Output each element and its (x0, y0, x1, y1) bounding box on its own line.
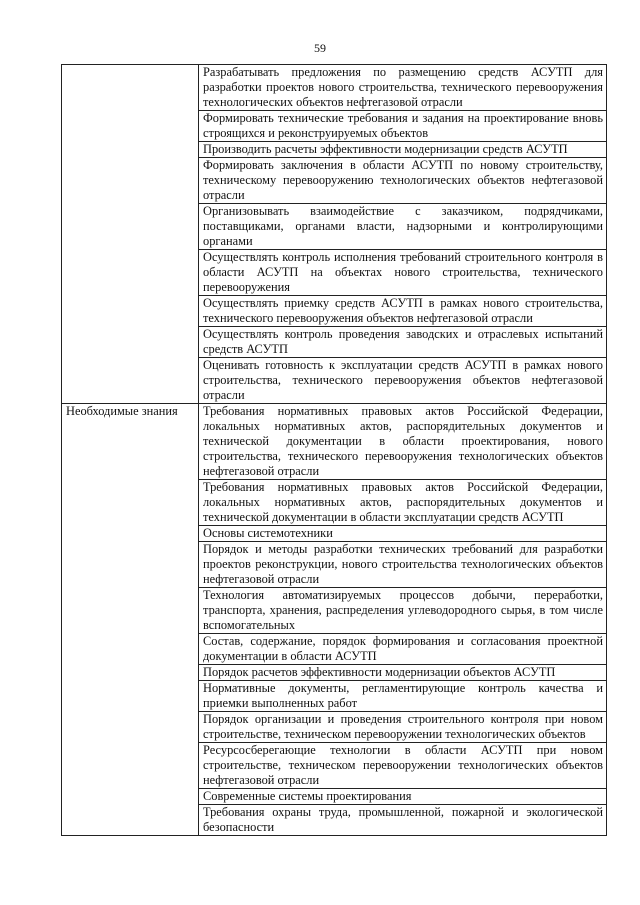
table-body (62, 65, 607, 836)
requirement-cell: Оценивать готовность к эксплуатации средств АСУТП в рамках нового строительства, технического перевооружения объектов нефтегазовой отрасли (199, 358, 607, 404)
requirement-cell: Разрабатывать предложения по размещению средств АСУТП для разработки проектов нового строительства, технического перевооружения технологических объектов нефтегазовой отрасли (199, 65, 607, 111)
requirement-cell: Ресурсосберегающие технологии в области АСУТП при новом строительстве, техническом перевооружении технологических объектов нефтегазовой отрасли (199, 743, 607, 789)
requirement-cell: Организовывать взаимодействие с заказчиком, подрядчиками, поставщиками, органами власти, надзорными и контролирующими органами (199, 204, 607, 250)
requirement-cell: Требования нормативных правовых актов Российской Федерации, локальных нормативных актов, распорядительных документов и технической документации в области проектирования, нового строительства, технического перевооружения технологических объектов нефтегазовой отрасли (199, 404, 607, 480)
requirement-cell: Осуществлять контроль проведения заводских и отраслевых испытаний средств АСУТП (199, 327, 607, 358)
requirement-cell: Основы системотехники (199, 526, 607, 542)
requirement-cell: Порядок расчетов эффективности модернизации объектов АСУТП (199, 665, 607, 681)
requirement-cell: Осуществлять приемку средств АСУТП в рамках нового строительства, технического перевооружения объектов нефтегазовой отрасли (199, 296, 607, 327)
page-number: 59 (314, 41, 326, 55)
requirement-cell: Порядок и методы разработки технических требований для разработки проектов реконструкции, нового строительства технологических объектов нефтегазовой отрасли (199, 542, 607, 588)
section-label: Необходимые знания (62, 404, 199, 836)
requirement-cell: Производить расчеты эффективности модернизации средств АСУТП (199, 142, 607, 158)
table-row (62, 404, 607, 480)
requirement-cell: Формировать технические требования и задания на проектирование вновь строящихся и реконструируемых объектов (199, 111, 607, 142)
requirement-cell: Формировать заключения в области АСУТП по новому строительству, техническому перевооружению технологических объектов нефтегазовой отрасли (199, 158, 607, 204)
requirement-cell: Состав, содержание, порядок формирования и согласования проектной документации в области АСУТП (199, 634, 607, 665)
requirement-cell: Технология автоматизируемых процессов добычи, переработки, транспорта, хранения, распределения углеводородного сырья, в том числе вспомогательных (199, 588, 607, 634)
table-row (62, 65, 607, 111)
requirement-cell: Осуществлять контроль исполнения требований строительного контроля в области АСУТП на объектах нового строительства, технического перевооружения (199, 250, 607, 296)
requirement-cell: Требования нормативных правовых актов Российской Федерации, локальных нормативных актов, распорядительных документов и технической документации в области эксплуатации средств АСУТП (199, 480, 607, 526)
section-label (62, 65, 199, 404)
requirement-cell: Нормативные документы, регламентирующие контроль качества и приемки выполненных работ (199, 681, 607, 712)
competency-table (61, 64, 607, 836)
requirement-cell: Порядок организации и проведения строительного контроля при новом строительстве, техническом перевооружении технологических объектов (199, 712, 607, 743)
requirement-cell: Требования охраны труда, промышленной, пожарной и экологической безопасности (199, 805, 607, 836)
requirement-cell: Современные системы проектирования (199, 789, 607, 805)
